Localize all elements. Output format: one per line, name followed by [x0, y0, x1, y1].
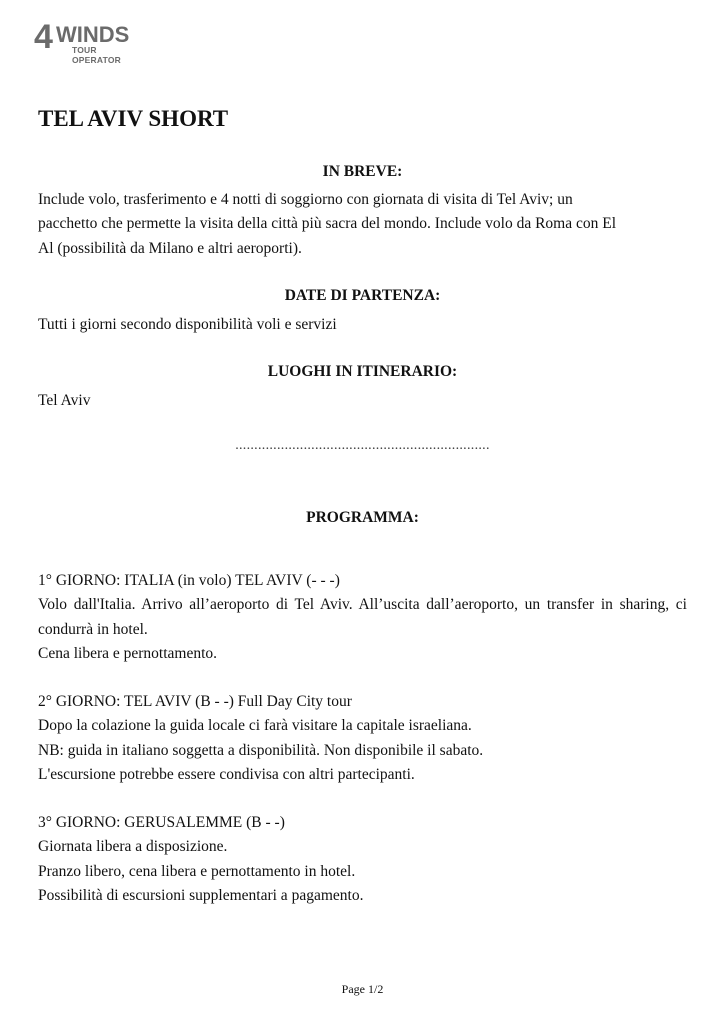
- in-breve-text: [38, 188, 687, 261]
- day-1: [38, 569, 687, 666]
- date-partenza-text: Tutti i giorni secondo disponibilità voli e servizi: [38, 316, 337, 333]
- in-breve-heading: IN BREVE:: [322, 163, 403, 180]
- luoghi-heading: LUOGHI IN ITINERARIO:: [267, 363, 458, 380]
- day-2: [38, 690, 687, 787]
- logo-subtitle: TOUR OPERATOR: [72, 45, 121, 65]
- day-line: NB: guida in italiano soggetta a disponibilità. Non disponibile il sabato.: [38, 741, 484, 759]
- in-breve-line: Al (possibilità da Milano e altri aeroporti).: [38, 239, 302, 257]
- day-line: Possibilità di escursioni supplementari a pagamento.: [38, 886, 364, 904]
- day-title: 2° GIORNO: TEL AVIV (B - -) Full Day City tour: [38, 693, 352, 710]
- programma-heading: PROGRAMMA:: [306, 509, 419, 526]
- date-partenza-heading: DATE DI PARTENZA:: [284, 287, 441, 304]
- logo-word: WINDS: [56, 22, 130, 47]
- day-line: Dopo la colazione la guida locale ci farà visitare la capitale israeliana.: [38, 717, 472, 735]
- page-number: Page 1/2: [341, 982, 384, 996]
- day-line: Giornata libera a disposizione.: [38, 838, 228, 856]
- in-breve-line: pacchetto che permette la visita della città più sacra del mondo. Include volo da Roma con El: [38, 215, 617, 233]
- day-title: 1° GIORNO: ITALIA (in volo) TEL AVIV (- - -): [38, 572, 340, 589]
- day-title: 3° GIORNO: GERUSALEMME (B - -): [38, 814, 285, 831]
- in-breve-line: Include volo, trasferimento e 4 notti di soggiorno con giornata di visita di Tel Aviv; un: [38, 191, 573, 208]
- company-logo: [34, 18, 144, 65]
- logo-mark: 4: [34, 18, 52, 56]
- page-title: TEL AVIV SHORT: [38, 106, 229, 131]
- separator: ...................................................................: [235, 438, 490, 453]
- day-line: Cena libera e pernottamento.: [38, 644, 218, 662]
- day-description: Volo dall'Italia. Arrivo all’aeroporto di Tel Aviv. All’uscita dall’aeroporto, un transfer in sharing, ci condurrà in hotel.: [38, 596, 687, 638]
- day-3: [38, 811, 687, 908]
- day-line: L'escursione potrebbe essere condivisa con altri partecipanti.: [38, 765, 415, 783]
- day-line: Pranzo libero, cena libera e pernottamento in hotel.: [38, 862, 356, 880]
- luoghi-text: Tel Aviv: [38, 392, 91, 409]
